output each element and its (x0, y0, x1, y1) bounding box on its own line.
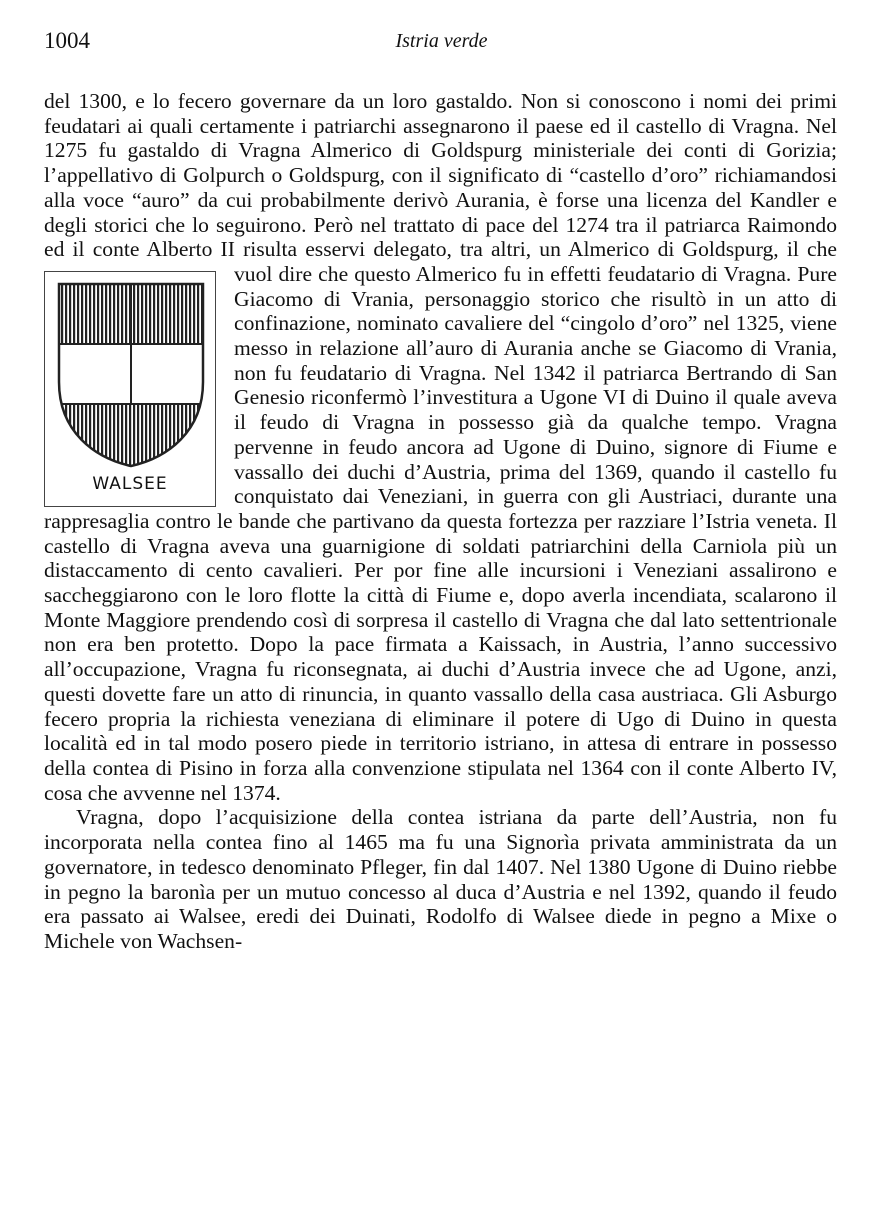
walsee-coat-of-arms-figure (44, 271, 216, 507)
page-number: 1004 (44, 28, 90, 53)
coat-of-arms-label: WALSEE (92, 473, 168, 494)
body-text (44, 89, 837, 954)
paragraph-1 (44, 89, 837, 805)
paragraph-2: Vragna, dopo l’acquisizione della contea istriana da parte dell’Austria, non fu incorporata nella contea fino al 1465 ma fu una Signorìa privata amministrata da un governatore, in tedesco denominato Pfleger, fin dal 1407. Nel 1380 Ugone di Duino riebbe in pegno la baronìa per un mutuo concesso al duca d’Austria e nel 1392, quando il feudo era passato ai Walsee, eredi dei Duinati, Rodolfo di Walsee diede in pegno a Mixe o Michele von Wachsen- (44, 805, 837, 953)
running-title: Istria verde (395, 30, 488, 52)
page-header (44, 28, 839, 58)
coat-of-arms-icon (57, 282, 205, 468)
paragraph-1-after-figure: Giacomo di Vrania, personaggio storico che risultò in un atto di confinazione, nominato cavaliere del “cingolo d’oro” nel 1325, viene messo in relazione all’auro di Aurania anche se Giacomo di Vrania, non fu feudatario di Vragna. Nel 1342 il patriarca Bertrando di San Genesio riconfermò l’investitura a Ugone VI di Duino il quale aveva il feudo di Vragna in possesso già da qualche tempo. Vragna pervenne in feudo ancora ad Ugone di Duino, signore di Fiume e vassallo dei duchi d’Austria, prima del 1369, quando il castello fu conquistato dai Veneziani, in guerra con gli Austriaci, durante una rappresaglia contro le bande che partivano da questa fortezza per razziare l’Istria veneta. Il castello di Vragna aveva una guarnigione di soldati patriarchini della Carniola più un distaccamento di cento cavalieri. Per por fine alle incursioni i Veneziani assalirono e saccheggiarono con le loro flotte la città di Fiume e, dopo averla incendiata, scalarono il Monte Maggiore prendendo così di sorpresa il castello di Vragna che dal lato settentrionale non era ben protetto. Dopo la pace firmata a Kaissach, in Austria, l’anno successivo all’occupazione, Vragna fu riconsegnata, ai duchi d’Austria invece che ad Ugone, anzi, questi dovette fare un atto di rinuncia, in quanto vassallo della casa austriaca. Gli Asburgo fecero propria la richiesta veneziana di eliminare il potere di Ugo di Duino in questa località ed in tal modo posero piede in territorio istriano, in attesa di entrare in possesso della contea di Pisino in forza alla convenzione stipulata nel 1364 con il conte Alberto IV, cosa che avvenne nel 1374. (44, 286, 837, 805)
paragraph-1-before-figure: del 1300, e lo fecero governare da un loro gastaldo. Non si conoscono i nomi dei primi feudatari ai quali certamente i patriarchi assegnarono il paese ed il castello di Vragna. Nel 1275 fu gastaldo di Vragna Almerico di Goldspurg ministeriale dei conti di Gorizia; l’appellativo di Golpurch o Goldspurg, con il significato di “castello d’oro” richiamandosi alla voce “auro” da cui probabilmente derivò Aurania, è forse una licenza del Kandler e degli storici che lo seguirono. Però nel trattato di pace del 1274 tra il patriarca Raimondo ed il conte Alberto II risulta esservi delegato, tra altri, un Almerico di Goldspurg, il che vuol dire che questo Almerico fu in effetti feudatario di Vragna. Pure (44, 89, 837, 286)
